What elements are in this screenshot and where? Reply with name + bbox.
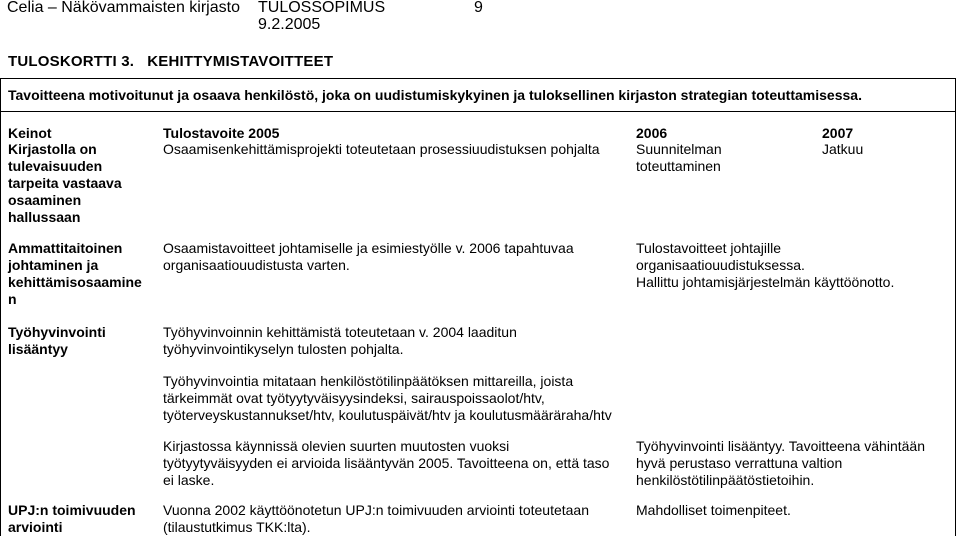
row2-target-2006-line: organisaatiouudistuksessa. [636, 257, 805, 273]
row4-keino-line: UPJ:n toimivuuden [8, 502, 136, 518]
row3-target-2005-a-line: työhyvinvointikyselyn tulosten pohjalta. [163, 341, 404, 357]
row1-target-2007: Jatkuu [822, 141, 864, 157]
row3-target-2005-a-line: Työhyvinvoinnin kehittämistä toteutetaan v. 2004 laaditun [163, 324, 517, 340]
row3-keino-line: Työhyvinvointi [8, 324, 106, 340]
row1-keino-line: Kirjastolla on [8, 141, 97, 157]
row4-target-2006: Mahdolliset toimenpiteet. [636, 502, 791, 518]
column-header-2007: 2007 [822, 125, 854, 141]
goal-box [0, 78, 956, 112]
row3-target-2005-c-line: työtyytyväisyyden ei arvioida lisääntyvän 2005. Tavoitteena on, että taso [163, 455, 610, 471]
row2-target-2006-line: Tulostavoitteet johtajille [636, 240, 782, 256]
card-title: TULOSKORTTI 3. KEHITTYMISTAVOITTEET [8, 53, 334, 70]
row2-target-2006-line: Hallittu johtamisjärjestelmän käyttöönotto. [636, 274, 895, 290]
row1-keino-line: tarpeita vastaava [8, 175, 122, 191]
header-organization: Celia – Näkövammaisten kirjasto [7, 0, 240, 16]
row4-target-2005-line: Vuonna 2002 käyttöönotetun UPJ:n toimivuuden arviointi toteutetaan [163, 502, 589, 518]
row3-target-2005-b-line: työterveyskustannukset/htv, koulutuspäivät/htv ja koulutusmääräraha/htv [163, 407, 612, 423]
row1-target-2006-line: Suunnitelman [636, 141, 722, 157]
row3-target-2006-line: henkilöstötilinpäätöstietoihin. [636, 472, 815, 488]
header-document-title: TULOSSOPIMUS [258, 0, 386, 16]
row3-keino-line: lisääntyy [8, 341, 68, 357]
row3-target-2005-c-line: Kirjastossa käynnissä olevien suurten muutosten vuoksi [163, 438, 510, 454]
row3-target-2006-line: Työhyvinvointi lisääntyy. Tavoitteena vähintään [636, 438, 925, 454]
column-header-2006: 2006 [636, 125, 668, 141]
row2-keino-line: johtaminen ja [8, 257, 99, 273]
goal-text: Tavoitteena motivoitunut ja osaava henkilöstö, joka on uudistumiskykyinen ja tuloksellinen kirjaston strategian toteuttamisessa. [8, 87, 862, 103]
row2-target-2005-line: organisaatiouudistusta varten. [163, 257, 350, 273]
header-date: 9.2.2005 [258, 16, 321, 33]
row3-target-2005-b-line: Työhyvinvointia mitataan henkilöstötilinpäätöksen mittareilla, joista [163, 373, 574, 389]
row4-keino-line: arviointi [8, 519, 63, 535]
row3-target-2005-b-line: tärkeimmät ovat työtyytyväisyysindeksi, sairauspoissaolot/htv, [163, 390, 545, 406]
row3-target-2005-c-line: ei laske. [163, 472, 215, 488]
row2-keino-line: n [8, 291, 17, 307]
row1-target-2005: Osaamisenkehittämisprojekti toteutetaan prosessiuudistuksen pohjalta [163, 141, 600, 157]
row2-keino-line: Ammattitaitoinen [8, 240, 123, 256]
column-header-keinot: Keinot [8, 125, 52, 141]
row2-target-2005-line: Osaamistavoitteet johtamiselle ja esimiestyölle v. 2006 tapahtuvaa [163, 240, 574, 256]
row1-keino-line: tulevaisuuden [8, 158, 103, 174]
row2-keino-line: kehittämisosaamine [8, 274, 142, 290]
header-page-number: 9 [474, 0, 483, 16]
row4-target-2005-line: (tilaustutkimus TKK:lta). [163, 519, 311, 535]
row1-target-2006-line: toteuttaminen [636, 158, 721, 174]
row3-target-2006-line: hyvä perustaso verrattuna valtion [636, 455, 843, 471]
row1-keino-line: osaaminen [8, 192, 82, 208]
row1-keino-line: hallussaan [8, 209, 81, 225]
column-header-2005: Tulostavoite 2005 [163, 125, 280, 141]
